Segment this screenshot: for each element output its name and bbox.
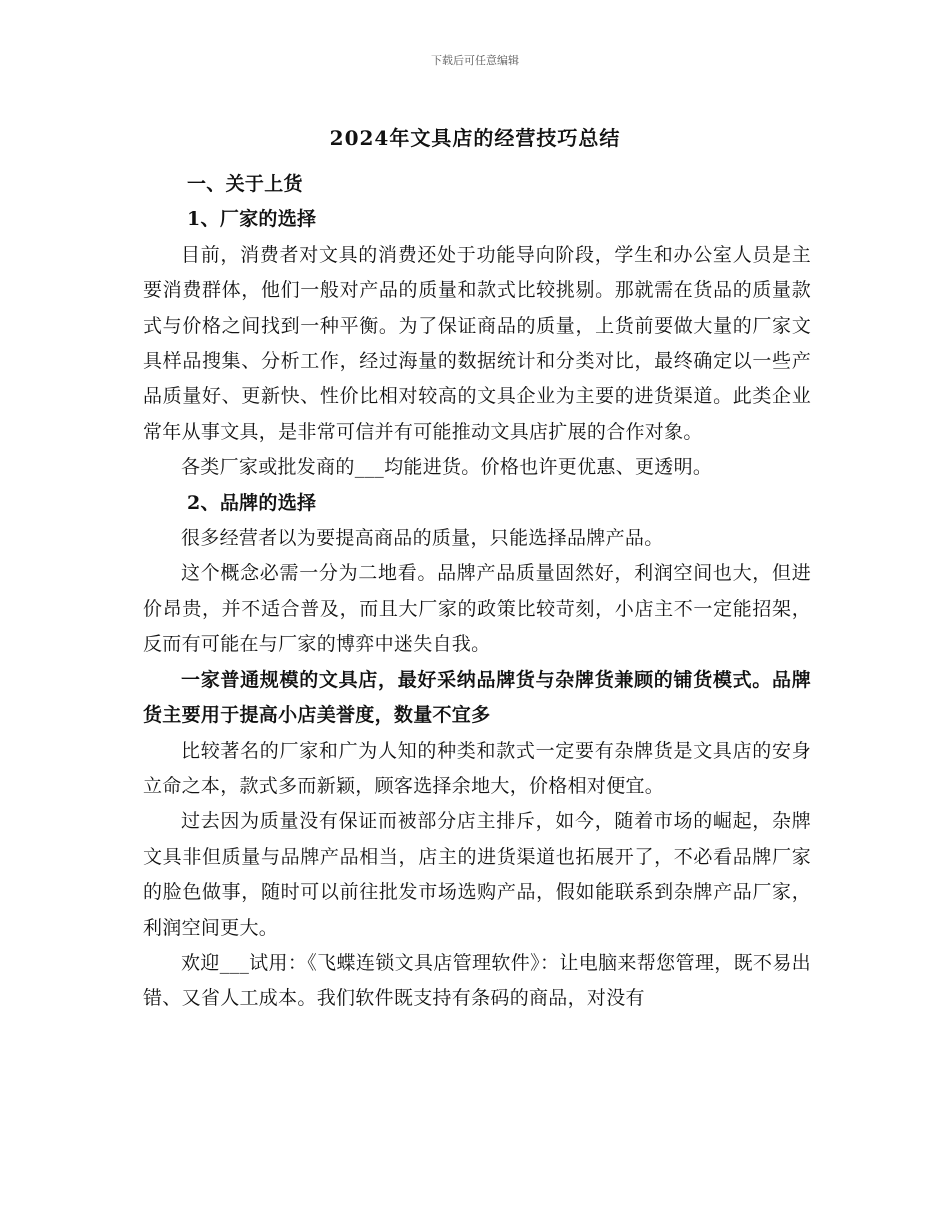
paragraph: 很多经营者以为要提高商品的质量，只能选择品牌产品。 bbox=[181, 527, 664, 550]
page-header: 下载后可任意编辑 bbox=[431, 54, 519, 67]
document-title: 2024年文具店的经营技巧总结 bbox=[329, 126, 621, 150]
paragraph: 各类厂家或批发商的___均能进货。价格也许更优惠、更透明。 bbox=[181, 456, 713, 479]
subsection-heading: 1、厂家的选择 bbox=[187, 208, 317, 231]
section-heading: 一、关于上货 bbox=[187, 173, 303, 195]
bold-paragraph: 一家普通规模的文具店，最好采纳品牌货与杂牌货兼顾的铺货模式。品牌货主要用于提高小店美誉度，数量不宜多 bbox=[143, 668, 811, 727]
paragraph: 比较著名的厂家和广为人知的种类和款式一定要有杂牌货是文具店的安身立命之本，款式多而新颖，顾客选择余地大，价格相对便宜。 bbox=[143, 739, 811, 797]
paragraph: 欢迎___试用：《飞蝶连锁文具店管理软件》：让电脑来帮您管理，既不易出错、又省人工成本。我们软件既支持有条码的商品，对没有 bbox=[143, 951, 811, 1010]
subsection-heading: 2、品牌的选择 bbox=[187, 491, 317, 514]
document-body bbox=[143, 167, 811, 1017]
paragraph: 过去因为质量没有保证而被部分店主排斥，如今，随着市场的崛起，杂牌文具非但质量与品牌产品相当，店主的进货渠道也拓展开了，不必看品牌厂家的脸色做事，随时可以前往批发市场选购产品，假如能联系到杂牌产品厂家，利润空间更大。 bbox=[143, 810, 811, 939]
paragraph: 目前，消费者对文具的消费还处于功能导向阶段，学生和办公室人员是主要消费群体，他们一般对产品的质量和款式比较挑剔。那就需在货品的质量款式与价格之间找到一种平衡。为了保证商品的质量，上货前要做大量的厂家文具样品搜集、分析工作，经过海量的数据统计和分类对比，最终确定以一些产品质量好、更新快、性价比相对较高的文具企业为主要的进货渠道。此类企业常年从事文具，是非常可信并有可能推动文具店扩展的合作对象。 bbox=[143, 243, 811, 443]
paragraph: 这个概念必需一分为二地看。品牌产品质量固然好，利润空间也大，但进价昂贵，并不适合普及，而且大厂家的政策比较苛刻，小店主不一定能招架，反而有可能在与厂家的博弈中迷失自我。 bbox=[143, 562, 811, 656]
